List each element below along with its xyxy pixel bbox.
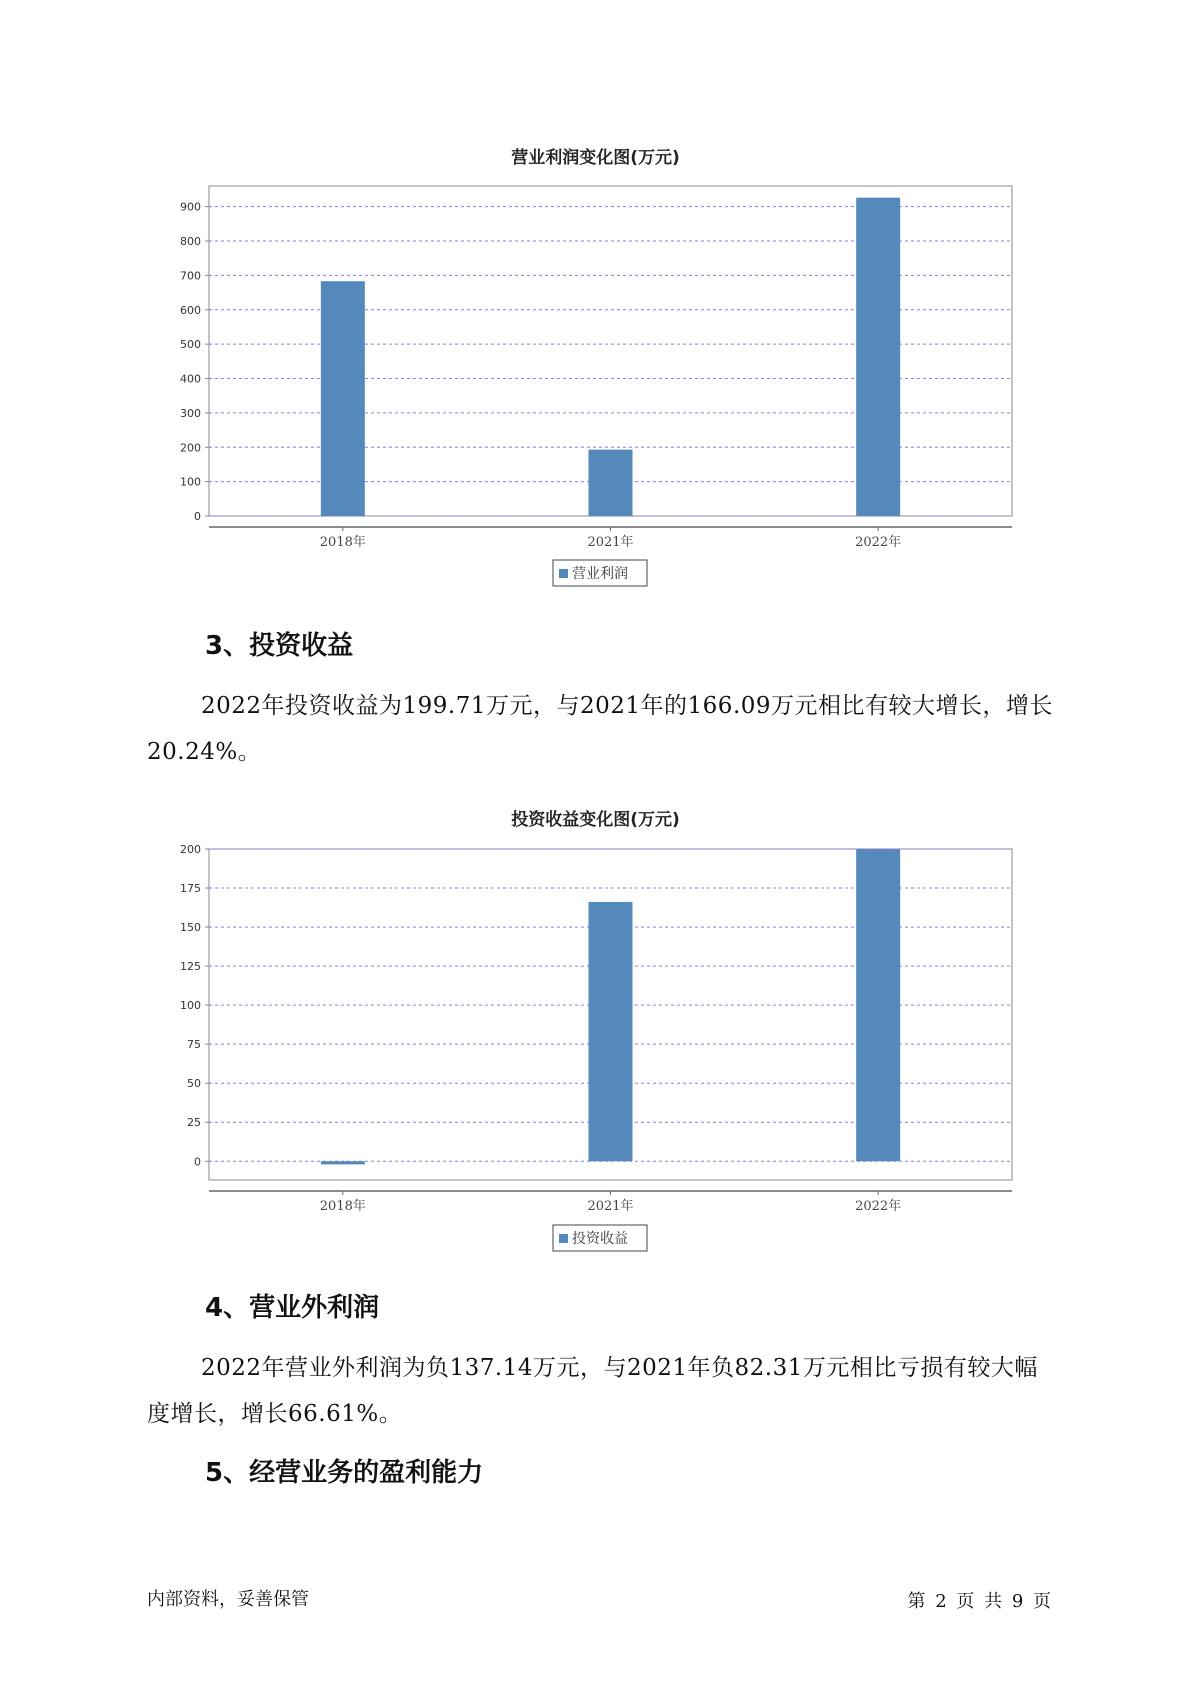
y-tick-label: 300 xyxy=(180,406,201,420)
y-tick-label: 125 xyxy=(180,960,201,974)
y-tick-label: 400 xyxy=(180,372,201,386)
y-tick-label: 200 xyxy=(180,843,201,856)
y-tick-label: 75 xyxy=(187,1038,201,1052)
y-tick-label: 0 xyxy=(194,510,201,523)
legend-swatch xyxy=(559,1234,568,1243)
section-paragraph-non-operating-profit: 2022年营业外利润为负137.14万元，与2021年负82.31万元相比亏损有较大幅度增长，增长66.61%。 xyxy=(147,1355,1038,1427)
x-tick-label: 2018年 xyxy=(319,535,366,550)
y-tick-label: 600 xyxy=(180,303,201,317)
x-tick-label: 2018年 xyxy=(319,1199,366,1214)
y-tick-label: 200 xyxy=(180,441,201,455)
y-tick-label: 50 xyxy=(187,1077,201,1091)
section-heading-non-operating-profit: 4、营业外利润 xyxy=(205,1293,380,1323)
y-tick-label: 500 xyxy=(180,338,201,352)
y-tick-label: 0 xyxy=(194,1155,201,1169)
y-tick-label: 100 xyxy=(180,999,201,1013)
section-heading-business-profitability: 5、经营业务的盈利能力 xyxy=(205,1458,484,1488)
legend-label: 营业利润 xyxy=(572,566,628,582)
y-tick-label: 175 xyxy=(180,882,201,896)
x-tick-label: 2022年 xyxy=(855,535,902,550)
footer-page-number: 第 2 页 共 9 页 xyxy=(907,1591,1051,1612)
bar xyxy=(856,849,900,1161)
legend-label: 投资收益 xyxy=(572,1231,628,1247)
bar xyxy=(589,902,633,1161)
y-tick-label: 800 xyxy=(180,235,201,248)
x-tick-label: 2022年 xyxy=(855,1199,902,1214)
y-tick-label: 700 xyxy=(180,269,201,283)
y-tick-label: 25 xyxy=(187,1116,201,1130)
section-paragraph-investment-income: 2022年投资收益为199.71万元，与2021年的166.09万元相比有较大增长，增长20.24%。 xyxy=(147,693,1054,765)
bar xyxy=(321,1161,365,1164)
y-tick-label: 900 xyxy=(180,200,201,214)
chart-title-investment-income: 投资收益变化图(万元) xyxy=(511,810,680,830)
x-tick-label: 2021年 xyxy=(587,535,634,550)
chart-title-operating-profit: 营业利润变化图(万元) xyxy=(511,148,680,168)
y-tick-label: 100 xyxy=(180,475,201,489)
x-tick-label: 2021年 xyxy=(587,1199,634,1214)
footer-confidential-note: 内部资料，妥善保管 xyxy=(147,1589,309,1610)
y-tick-label: 150 xyxy=(180,921,201,935)
section-heading-investment-income: 3、投资收益 xyxy=(205,631,354,661)
